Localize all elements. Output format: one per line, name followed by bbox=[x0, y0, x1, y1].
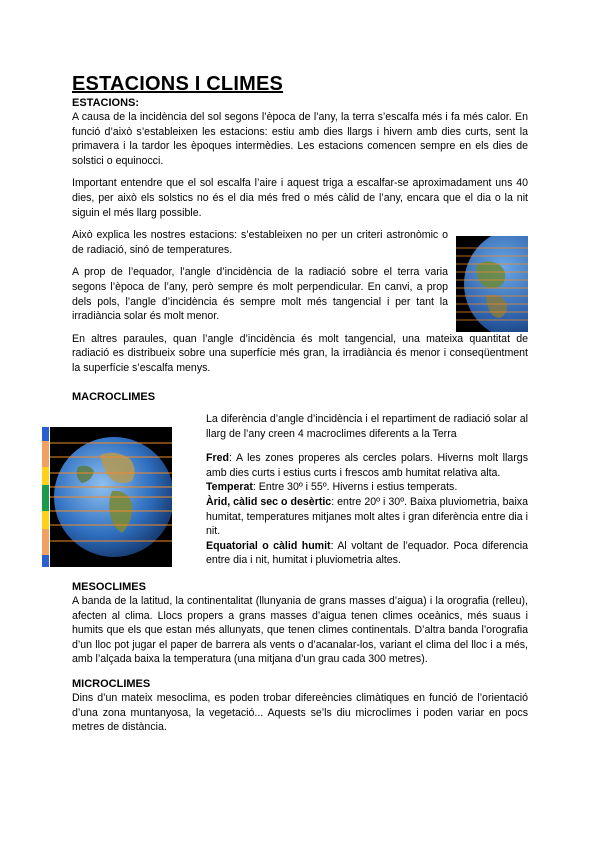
climate-equatorial-text: : Al voltant de l’equador. Poca diferencia entre dia i nit, humitat i pluviometria altes. bbox=[206, 539, 528, 567]
paragraph-mesoclimes: A banda de la latitud, la continentalitat (llunyania de grans masses d’aigua) i la orografia (relleu), afecten al clima. Llocs propers a grans masses d’aigua tenen climes oceànics, més suaus i humits que els que estan més allunyats, que tenen climes continentals. D’altra banda l’orografia d’un lloc pot jugar el paper de barrera als vents o d’acanalar-los, variant el clima del lloc i a més, amb l’alçada baixa la temperatura (una mitjana d’un grau cada 300 metres). bbox=[72, 595, 528, 666]
section-heading-mesoclimes: MESOCLIMES bbox=[72, 581, 146, 593]
climate-arid-label: Àrid, càlid sec o desèrtic bbox=[206, 495, 332, 508]
section-heading-estacions: ESTACIONS: bbox=[72, 97, 140, 109]
paragraph-estacions-1: A causa de la incidència del sol segons l’època de l’any, la terra s’escalfa més i fa més calor. En funció d’això s’estableixen les estacions: estiu amb dies llargs i hivern amb dies curts, sent la primavera i la tardor les èpoques intermèdies. Les estacions comencen sempre en els dies de solstici o equinocci. bbox=[72, 111, 528, 167]
climate-equatorial bbox=[206, 539, 528, 568]
climate-temperat-label: Temperat bbox=[206, 481, 253, 494]
page-title: ESTACIONS I CLIMES bbox=[72, 73, 284, 95]
macroclimes-text bbox=[206, 412, 528, 568]
section-heading-microclimes: MICROCLIMES bbox=[72, 677, 151, 690]
climate-temperat-text: : Entre 30º i 55º. Hiverns i estius temperats. bbox=[252, 481, 458, 494]
paragraph-estacions-3: Això explica les nostres estacions: s’estableixen no per un criteri astronòmic o de radiació, sinó de temperatures. bbox=[72, 229, 448, 256]
climate-equatorial-label: Equatorial o càlid humit bbox=[206, 539, 331, 552]
climate-fred-text: : A les zones properes als cercles polars. Hiverns molt llargs amb dies curts i estius curts i frescos amb humitat relativa alta. bbox=[206, 452, 528, 479]
climate-temperat bbox=[206, 480, 528, 495]
climate-fred-label: Fred bbox=[206, 452, 229, 465]
macroclimes-globe-image bbox=[42, 427, 172, 567]
paragraph-microclimes: Dins d’un mateix mesoclima, es poden trobar difereències climàtiques en funció de l’orientació d’una zona muntanyosa, la vegetació... Aquests se’ls diu microclimes i poden variar en pocs metres de distància. bbox=[72, 691, 528, 734]
paragraph-estacions-4: A prop de l’equador, l’angle d’incidència de la radiació sobre el terra varia segons l’època de l’any, però sempre és molt perpendicular. En canvi, a prop dels pols, l’angle d’incidència és sempre molt més tangencial i per tant la irradiància solar és molt menor. bbox=[72, 266, 448, 323]
paragraph-estacions-5: En altres paraules, quan l’angle d’incidència és molt tangencial, una mateixa quantitat de radiació es distribueix sobre una superfície més gran, la irradiància és menor i conseqüentment la superfície s’escalfa menys. bbox=[72, 332, 528, 374]
earth-sunrays-image bbox=[456, 236, 528, 332]
climate-arid-text: : entre 20º i 30º. Baixa pluviometria, baixa humitat, temperatures mitjanes molt altes i gran diferència entre dia i nit. bbox=[206, 495, 528, 538]
climate-fred bbox=[206, 451, 528, 480]
paragraph-estacions-2: Important entendre que el sol escalfa l’aire i aquest triga a escalfar-se aproximadament uns 40 dies, per això els solstics no és el dia més fred o més càlid de l’any, encara que el dia o la nit siguin el més llarg possible. bbox=[72, 177, 528, 219]
section-heading-macroclimes: MACROCLIMES bbox=[72, 390, 156, 403]
document-page bbox=[72, 72, 528, 734]
climate-arid bbox=[206, 495, 528, 539]
macroclimes-intro: La diferència d’angle d’incidència i el repartiment de radiació solar al llarg de l’any creen 4 macroclimes diferents a la Terra bbox=[206, 413, 528, 440]
